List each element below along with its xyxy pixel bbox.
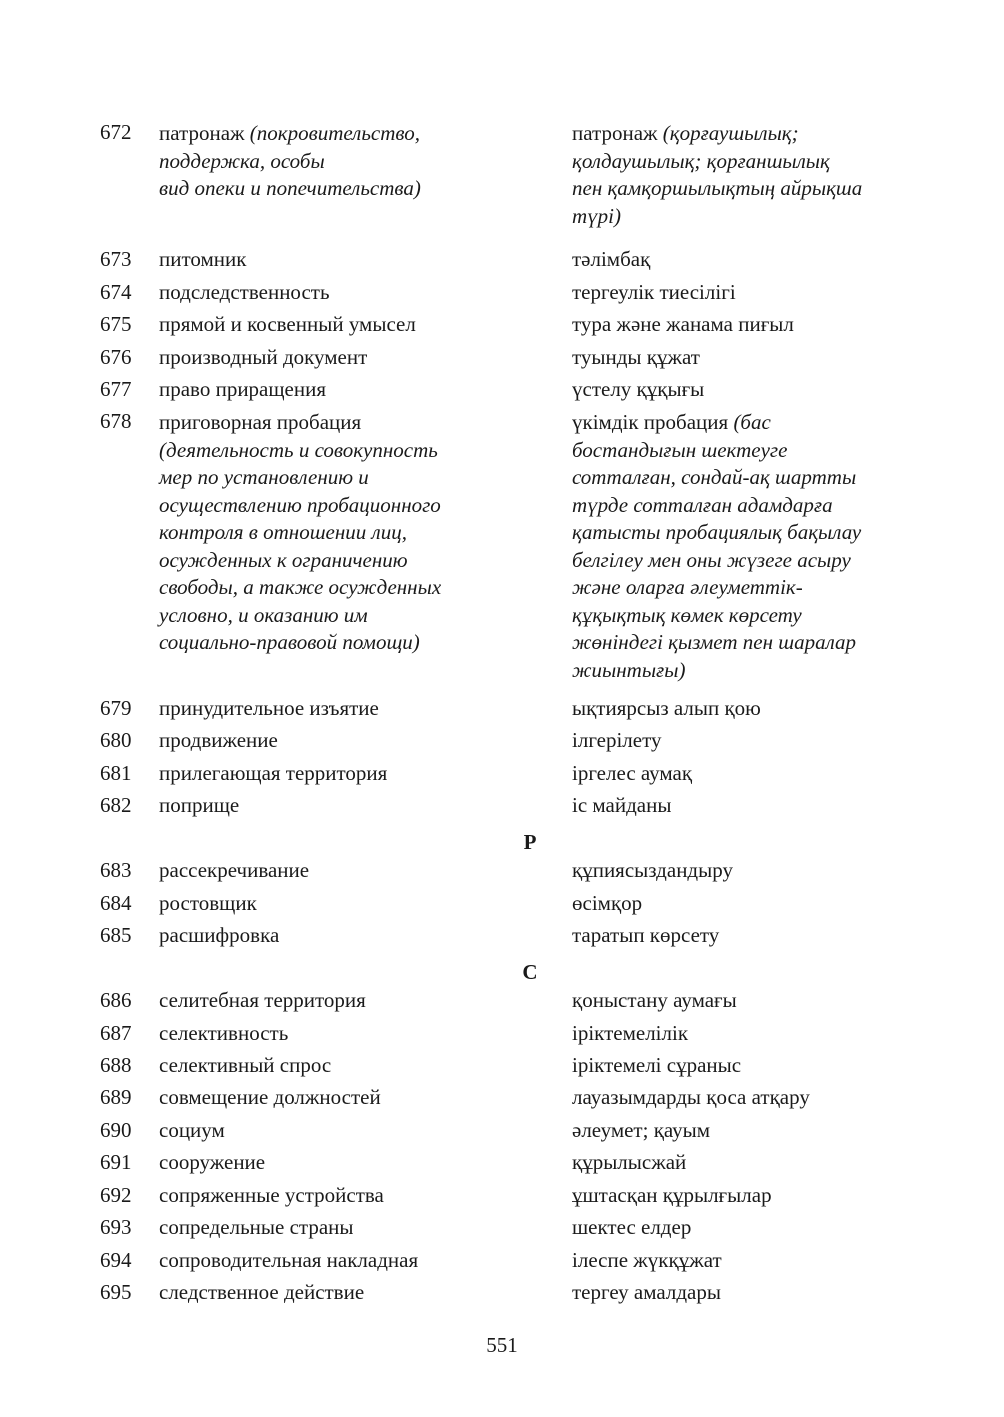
entry-number: 682 bbox=[100, 793, 132, 817]
russian-note-line: (покровительство, bbox=[249, 121, 420, 145]
entry-number: 688 bbox=[100, 1053, 132, 1077]
russian-note-line: осужденных к ограничению bbox=[159, 547, 408, 572]
kazakh-note-line: сотталған, сондай-ақ шартты bbox=[572, 465, 857, 489]
entry-number: 685 bbox=[100, 923, 132, 947]
russian-term: поприще bbox=[159, 793, 240, 817]
kazakh-note-line: пен қамқоршылықтың айрықша bbox=[572, 176, 863, 200]
kazakh-note-line: түрде сотталған адамдарға bbox=[572, 492, 833, 517]
entry-number: 674 bbox=[100, 280, 132, 304]
kazakh-term: тәлімбақ bbox=[572, 247, 651, 271]
russian-term: рассекречивание bbox=[159, 858, 310, 882]
kazakh-note-line: құқықтық көмек көрсету bbox=[572, 602, 802, 627]
kazakh-term: әлеумет; қауым bbox=[572, 1118, 711, 1142]
kazakh-term: құрылысжай bbox=[572, 1150, 687, 1174]
kazakh-term: ілгерілету bbox=[572, 728, 662, 752]
russian-term: прямой и косвенный умысел bbox=[159, 312, 416, 336]
entry-number: 687 bbox=[100, 1021, 132, 1045]
russian-term: сопредельные страны bbox=[159, 1215, 354, 1239]
kazakh-term: ықтиярсыз алып қою bbox=[572, 696, 761, 720]
russian-term-word: патронаж bbox=[159, 121, 245, 145]
entry-number: 680 bbox=[100, 728, 132, 752]
russian-term: селективный спрос bbox=[159, 1053, 332, 1077]
entry-number: 691 bbox=[100, 1150, 132, 1174]
russian-term: социум bbox=[159, 1118, 225, 1142]
russian-note-line: условно, и оказанию им bbox=[159, 602, 368, 627]
kazakh-term: өсімқор bbox=[572, 891, 643, 915]
russian-term: селективность bbox=[159, 1021, 289, 1045]
russian-term: продвижение bbox=[159, 728, 278, 752]
kazakh-term bbox=[572, 409, 861, 684]
entry-number: 693 bbox=[100, 1215, 132, 1239]
entry-number: 676 bbox=[100, 345, 132, 369]
entry-number: 694 bbox=[100, 1248, 132, 1272]
russian-term: право приращения bbox=[159, 377, 327, 401]
russian-note-line: вид опеки и попечительства) bbox=[159, 176, 421, 200]
entry-number: 695 bbox=[100, 1280, 132, 1304]
russian-term: прилегающая территория bbox=[159, 761, 388, 785]
section-letter-r: Р bbox=[523, 830, 537, 854]
kazakh-term: іріктемелілік bbox=[572, 1021, 689, 1045]
russian-note-line: поддержка, особы bbox=[159, 148, 325, 173]
kazakh-term: ұштасқан құрылғылар bbox=[572, 1183, 772, 1207]
russian-note-line: (деятельность и совокупность bbox=[159, 437, 438, 462]
entry-number: 681 bbox=[100, 761, 132, 785]
kazakh-term: қоныстану аумағы bbox=[572, 988, 737, 1012]
kazakh-term: іргелес аумақ bbox=[572, 761, 693, 785]
russian-term: следственное действие bbox=[159, 1280, 365, 1304]
entry-number: 673 bbox=[100, 247, 132, 271]
kazakh-note-line: жөніндегі қызмет пен шаралар bbox=[572, 630, 857, 654]
kazakh-term: іс майданы bbox=[572, 793, 672, 817]
kazakh-term bbox=[572, 120, 862, 230]
russian-note-line: социально-правовой помощи) bbox=[159, 630, 420, 654]
kazakh-term: тергеулік тиесілігі bbox=[572, 280, 736, 304]
russian-term-word: приговорная пробация bbox=[159, 410, 362, 434]
russian-term: расшифровка bbox=[159, 923, 280, 947]
kazakh-note-line: түрі) bbox=[572, 203, 621, 228]
kazakh-note-line: (бас bbox=[733, 410, 771, 434]
entry-number: 684 bbox=[100, 891, 132, 915]
russian-term: ростовщик bbox=[159, 891, 257, 915]
russian-term: сопряженные устройства bbox=[159, 1183, 384, 1207]
kazakh-term: туынды құжат bbox=[572, 345, 700, 369]
kazakh-term-word: үкімдік пробация bbox=[572, 410, 729, 434]
russian-note-line: осуществлению пробационного bbox=[159, 492, 441, 517]
kazakh-term: таратып көрсету bbox=[572, 923, 720, 947]
russian-term: сопроводительная накладная bbox=[159, 1248, 419, 1272]
entry-number: 690 bbox=[100, 1118, 132, 1142]
kazakh-term-word: патронаж bbox=[572, 121, 658, 145]
page-number: 551 bbox=[486, 1333, 518, 1357]
kazakh-note-line: қатысты пробациялық бақылау bbox=[572, 520, 862, 544]
russian-term bbox=[159, 409, 441, 657]
kazakh-note-line: жиынтығы) bbox=[572, 657, 686, 682]
kazakh-term: лауазымдарды қоса атқару bbox=[572, 1085, 810, 1109]
kazakh-term: шектес елдер bbox=[572, 1215, 692, 1239]
kazakh-term: тергеу амалдары bbox=[572, 1280, 721, 1304]
entry-number: 677 bbox=[100, 377, 132, 401]
entry-number: 689 bbox=[100, 1085, 132, 1109]
entry-number: 679 bbox=[100, 696, 132, 720]
entry-number: 686 bbox=[100, 988, 132, 1012]
kazakh-note-line: және оларға әлеуметтік- bbox=[572, 575, 803, 599]
kazakh-note-line: қолдаушылық; қорғаншылық bbox=[572, 148, 830, 173]
kazakh-term: үстелу құқығы bbox=[572, 377, 705, 401]
russian-term: подследственность bbox=[159, 280, 330, 304]
russian-note-line: мер по установлению и bbox=[159, 465, 369, 489]
russian-note-line: свободы, а также осужденных bbox=[159, 575, 442, 599]
russian-term bbox=[159, 120, 421, 203]
entry-number: 678 bbox=[100, 409, 132, 433]
russian-term: сооружение bbox=[159, 1150, 266, 1174]
russian-term: производный документ bbox=[159, 345, 368, 369]
entry-number: 672 bbox=[100, 120, 132, 144]
kazakh-note-line: бостандығын шектеуге bbox=[572, 437, 788, 462]
section-letter-s: С bbox=[522, 960, 538, 984]
kazakh-term: тура және жанама пиғыл bbox=[572, 312, 794, 336]
kazakh-note-line: (қорғаушылық; bbox=[662, 121, 799, 145]
russian-term: принудительное изъятие bbox=[159, 696, 379, 720]
russian-term: селитебная территория bbox=[159, 988, 366, 1012]
kazakh-term: іріктемелі сұраныс bbox=[572, 1053, 742, 1077]
russian-term: совмещение должностей bbox=[159, 1085, 381, 1109]
kazakh-term: ілеспе жүкқұжат bbox=[572, 1248, 722, 1272]
kazakh-note-line: белгілеу мен оны жүзеге асыру bbox=[572, 547, 851, 572]
entry-number: 683 bbox=[100, 858, 132, 882]
kazakh-term: құпиясыздандыру bbox=[572, 858, 733, 882]
entry-number: 675 bbox=[100, 312, 132, 336]
russian-term: питомник bbox=[159, 247, 247, 271]
entry-number: 692 bbox=[100, 1183, 132, 1207]
russian-note-line: контроля в отношении лиц, bbox=[159, 520, 407, 544]
